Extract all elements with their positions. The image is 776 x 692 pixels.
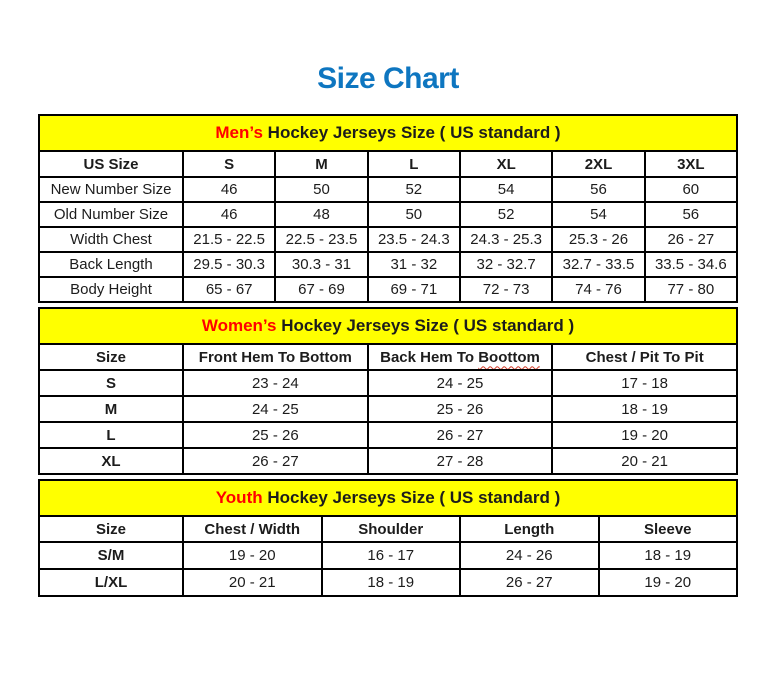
tables-container — [38, 114, 738, 597]
size-cell: 26 - 27 — [368, 422, 553, 448]
col-header: US Size — [39, 151, 183, 177]
col-header: Length — [460, 516, 599, 542]
womens-size-table — [38, 307, 738, 475]
table-row — [39, 177, 737, 202]
col-header: Size — [39, 516, 183, 542]
size-cell: 69 - 71 — [368, 277, 460, 302]
row-label: M — [39, 396, 183, 422]
size-cell: 21.5 - 22.5 — [183, 227, 275, 252]
youth-title-rest: Hockey Jerseys Size ( US standard ) — [267, 488, 561, 507]
size-cell: 56 — [552, 177, 644, 202]
size-cell: 33.5 - 34.6 — [645, 252, 737, 277]
size-cell: 74 - 76 — [552, 277, 644, 302]
table-row — [39, 396, 737, 422]
back-hem-prefix: Back Hem To — [380, 348, 475, 366]
size-cell: 72 - 73 — [460, 277, 552, 302]
row-label: XL — [39, 448, 183, 474]
col-header: 2XL — [552, 151, 644, 177]
size-cell: 22.5 - 23.5 — [275, 227, 367, 252]
size-cell: 23.5 - 24.3 — [368, 227, 460, 252]
size-cell: 19 - 20 — [183, 542, 322, 569]
womens-band-row — [39, 308, 737, 344]
col-header: M — [275, 151, 367, 177]
col-header: XL — [460, 151, 552, 177]
size-cell: 65 - 67 — [183, 277, 275, 302]
youth-title-highlight: Youth — [215, 488, 263, 507]
size-cell: 19 - 20 — [599, 569, 738, 596]
size-cell: 24 - 25 — [368, 370, 553, 396]
size-cell: 32 - 32.7 — [460, 252, 552, 277]
row-label: Back Length — [39, 252, 183, 277]
row-label: L — [39, 422, 183, 448]
col-header-back-hem — [368, 344, 553, 370]
mens-table-title — [39, 115, 737, 151]
table-row — [39, 252, 737, 277]
row-label: L/XL — [39, 569, 183, 596]
size-cell: 26 - 27 — [183, 448, 368, 474]
col-header: L — [368, 151, 460, 177]
size-cell: 20 - 21 — [183, 569, 322, 596]
col-header: Shoulder — [322, 516, 461, 542]
size-cell: 25.3 - 26 — [552, 227, 644, 252]
size-cell: 24 - 25 — [183, 396, 368, 422]
table-row — [39, 202, 737, 227]
back-hem-misspelled-word: Boottom — [478, 348, 540, 366]
size-cell: 18 - 19 — [552, 396, 737, 422]
youth-size-table — [38, 479, 738, 597]
row-label: Body Height — [39, 277, 183, 302]
size-cell: 48 — [275, 202, 367, 227]
size-cell: 25 - 26 — [183, 422, 368, 448]
size-cell: 50 — [275, 177, 367, 202]
size-cell: 24 - 26 — [460, 542, 599, 569]
mens-title-rest: Hockey Jerseys Size ( US standard ) — [267, 123, 561, 142]
row-label: Old Number Size — [39, 202, 183, 227]
row-label: New Number Size — [39, 177, 183, 202]
size-cell: 77 - 80 — [645, 277, 737, 302]
youth-table-title — [39, 480, 737, 516]
col-header: Front Hem To Bottom — [183, 344, 368, 370]
row-label: Width Chest — [39, 227, 183, 252]
size-cell: 56 — [645, 202, 737, 227]
table-row — [39, 542, 737, 569]
size-cell: 32.7 - 33.5 — [552, 252, 644, 277]
table-row — [39, 277, 737, 302]
col-header: S — [183, 151, 275, 177]
mens-band-row — [39, 115, 737, 151]
size-cell: 54 — [460, 177, 552, 202]
size-cell: 18 - 19 — [599, 542, 738, 569]
col-header: 3XL — [645, 151, 737, 177]
size-cell: 18 - 19 — [322, 569, 461, 596]
womens-header-row — [39, 344, 737, 370]
size-cell: 30.3 - 31 — [275, 252, 367, 277]
size-cell: 26 - 27 — [460, 569, 599, 596]
size-cell: 19 - 20 — [552, 422, 737, 448]
size-cell: 24.3 - 25.3 — [460, 227, 552, 252]
size-cell: 25 - 26 — [368, 396, 553, 422]
womens-table-title — [39, 308, 737, 344]
size-cell: 54 — [552, 202, 644, 227]
size-cell: 67 - 69 — [275, 277, 367, 302]
size-cell: 16 - 17 — [322, 542, 461, 569]
size-cell: 17 - 18 — [552, 370, 737, 396]
mens-title-highlight: Men’s — [215, 123, 263, 142]
row-label: S/M — [39, 542, 183, 569]
size-cell: 46 — [183, 177, 275, 202]
size-cell: 52 — [460, 202, 552, 227]
size-cell: 29.5 - 30.3 — [183, 252, 275, 277]
table-row — [39, 422, 737, 448]
size-cell: 27 - 28 — [368, 448, 553, 474]
size-cell: 23 - 24 — [183, 370, 368, 396]
youth-band-row — [39, 480, 737, 516]
col-header: Chest / Width — [183, 516, 322, 542]
size-cell: 52 — [368, 177, 460, 202]
size-cell: 46 — [183, 202, 275, 227]
table-row — [39, 370, 737, 396]
col-header: Chest / Pit To Pit — [552, 344, 737, 370]
size-cell: 60 — [645, 177, 737, 202]
row-label: S — [39, 370, 183, 396]
mens-header-row — [39, 151, 737, 177]
col-header: Size — [39, 344, 183, 370]
size-cell: 50 — [368, 202, 460, 227]
womens-title-highlight: Women’s — [201, 316, 277, 335]
table-row — [39, 569, 737, 596]
womens-title-rest: Hockey Jerseys Size ( US standard ) — [281, 316, 575, 335]
youth-header-row — [39, 516, 737, 542]
page-title: Size Chart — [317, 62, 459, 95]
size-cell: 31 - 32 — [368, 252, 460, 277]
table-row — [39, 227, 737, 252]
mens-size-table — [38, 114, 738, 303]
table-row — [39, 448, 737, 474]
size-cell: 20 - 21 — [552, 448, 737, 474]
size-cell: 26 - 27 — [645, 227, 737, 252]
col-header: Sleeve — [599, 516, 738, 542]
